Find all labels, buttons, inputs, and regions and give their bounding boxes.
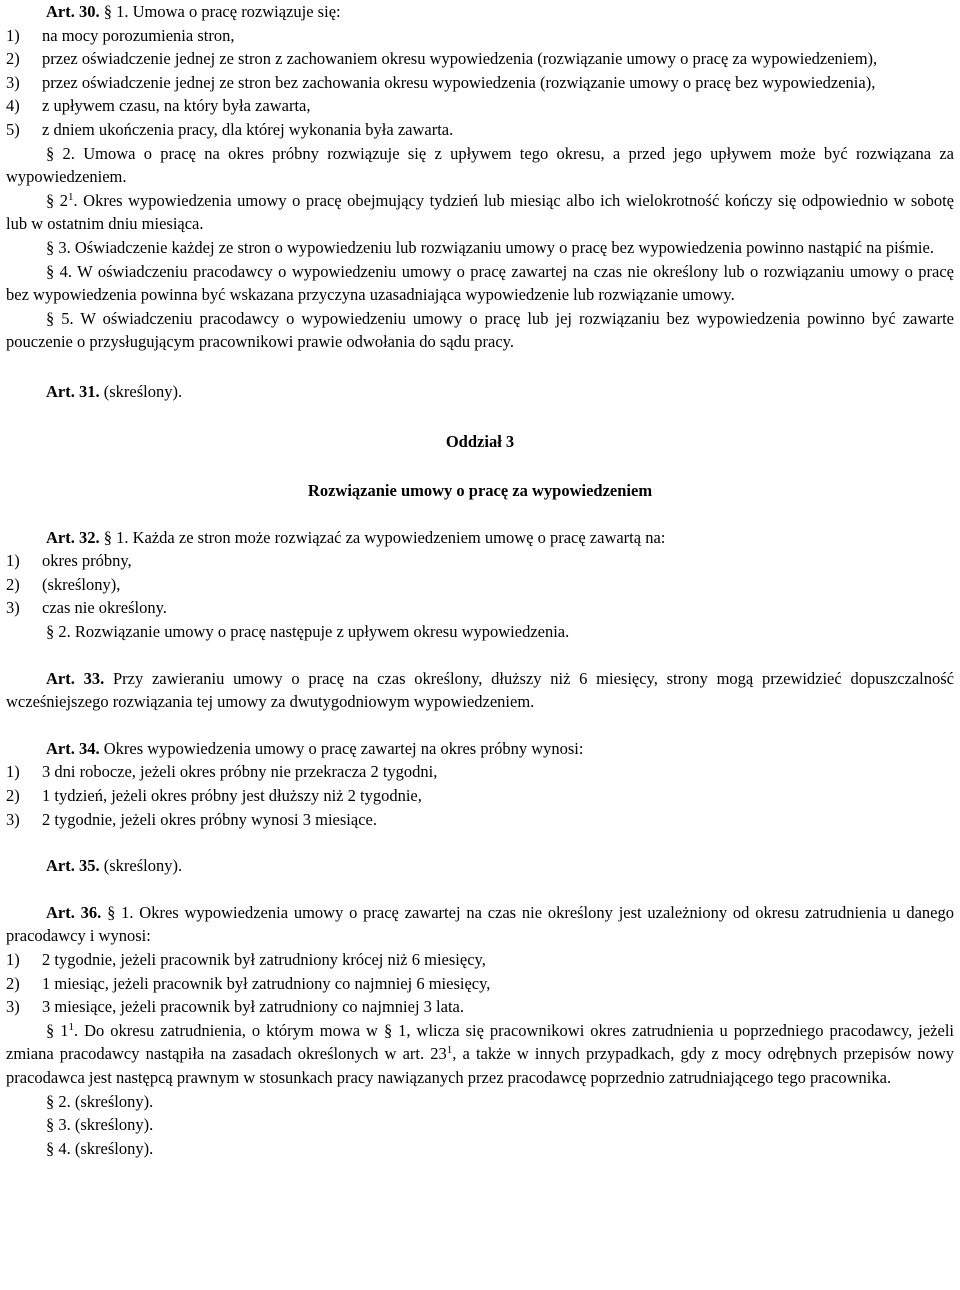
item-text: 1 tydzień, jeżeli okres próbny jest dłuższy niż 2 tygodnie, [42, 786, 422, 806]
list-item [6, 972, 954, 996]
item-number: 2) [6, 574, 20, 594]
list-item [6, 596, 954, 620]
paragraph-number: § 2 [46, 190, 69, 210]
art32-list [6, 549, 954, 620]
paragraph-text: . Okres wypowiedzenia umowy o pracę obejmujący tydzień lub miesiąc albo ich wielokrotność kończy się odpowiednio w sobotę lub w ostatnim dniu miesiąca. [6, 190, 954, 234]
art31-heading: Art. 31. [46, 381, 100, 401]
art32-para1 [6, 526, 954, 550]
item-text: z upływem czasu, na który była zawarta, [42, 96, 311, 116]
art35 [6, 854, 954, 878]
art30-s2: § 2. Umowa o pracę na okres próbny rozwiązuje się z upływem tego okresu, a przed jego upływem może być rozwiązana za wypowiedzeniem. [6, 143, 954, 187]
art33-text: Przy zawieraniu umowy o pracę na czas określony, dłuższy niż 6 miesięcy, strony mogą przewidzieć dopuszczalność wcześniejszego rozwiązania tej umowy za dwutygodniowym wypowiedzeniem. [6, 668, 954, 712]
item-number: 1) [6, 950, 20, 969]
art33 [6, 667, 954, 714]
art31 [6, 380, 954, 404]
art36-s1: § 1. Okres wypowiedzenia umowy o pracę zawartej na czas nie określony jest uzależniony od okresu zatrudnienia u danego pracodawcy i wynosi: [6, 902, 954, 946]
art36-s4: § 4. (skreślony). [46, 1138, 154, 1158]
list-item [6, 573, 954, 597]
item-number: 1) [6, 762, 20, 782]
art36-list [6, 948, 954, 1019]
art31-text: (skreślony). [99, 381, 183, 401]
list-item [6, 24, 954, 48]
art34-para1 [6, 737, 954, 761]
list-item [6, 948, 954, 972]
item-text: 3 dni robocze, jeżeli okres próbny nie przekracza 2 tygodni, [42, 762, 438, 782]
section-title: Oddział 3 [445, 431, 515, 451]
art30-s3: § 3. Oświadczenie każdej ze stron o wypowiedzeniu lub rozwiązaniu umowy o pracę bez wypowiedzenia powinno nastąpić na piśmie. [46, 237, 934, 257]
superscript: 1 [68, 1020, 74, 1033]
art36-s2: § 2. (skreślony). [46, 1091, 154, 1111]
list-item [6, 784, 954, 808]
list-item [6, 71, 954, 95]
item-text: przez oświadczenie jednej ze stron bez zachowania okresu wypowiedzenia (rozwiązanie umowy o pracę bez wypowiedzenia), [42, 72, 876, 92]
item-number: 2) [6, 49, 20, 69]
art30-s5: § 5. W oświadczeniu pracodawcy o wypowiedzeniu umowy o pracę lub jej rozwiązaniu bez wypowiedzenia powinno być zawarte pouczenie o przysługującym pracownikowi prawie odwołania do sądu pracy. [6, 308, 954, 352]
art35-text: (skreślony). [99, 856, 183, 876]
list-item [6, 118, 954, 142]
item-number: 2) [6, 973, 20, 993]
list-item [6, 760, 954, 784]
art34-list [6, 760, 954, 831]
list-item [6, 94, 954, 118]
item-number: 3) [6, 72, 20, 92]
item-number: 1) [6, 25, 20, 45]
art36-heading: Art. 36. [46, 902, 102, 922]
item-number: 3) [6, 598, 20, 618]
art32-heading: Art. 32. [46, 527, 100, 547]
art30-s21 [6, 189, 954, 236]
item-text: czas nie określony. [42, 598, 167, 618]
list-item [6, 47, 954, 71]
item-text: z dniem ukończenia pracy, dla której wykonania była zawarta. [42, 119, 454, 139]
paragraph-text: , a także w innych przypadkach, gdy z mocy odrębnych przepisów nowy pracodawca jest następcą prawnym w stosunkach pracy nawiązanych przez pracodawcę poprzednio zatrudniającego tego pracownika. [6, 1044, 954, 1087]
art30-s1: § 1. Umowa o pracę rozwiązuje się: [103, 2, 341, 21]
art34-heading: Art. 34. [46, 738, 100, 758]
art35-heading: Art. 35. [46, 856, 100, 876]
art30-s4: § 4. W oświadczeniu pracodawcy o wypowiedzeniu umowy o pracę zawartej na czas nie określony lub o rozwiązaniu umowy o pracę bez wypowiedzenia powinna być wskazana przyczyna uzasadniająca wypowiedzenie lub rozwiązanie umowy. [6, 261, 954, 305]
art36-s11 [6, 1019, 954, 1090]
art30-heading: Art. 30. [46, 2, 100, 21]
item-number: 1) [6, 551, 20, 571]
superscript: 1 [446, 1044, 453, 1057]
list-item [6, 995, 954, 1019]
section-subtitle: Rozwiązanie umowy o pracę za wypowiedzeniem [307, 481, 653, 501]
superscript: 1 [68, 190, 74, 203]
list-item [6, 549, 954, 573]
art36-para1 [6, 901, 954, 948]
item-text: 2 tygodnie, jeżeli okres próbny wynosi 3 miesiące. [42, 809, 377, 829]
paragraph-text: . Do okresu zatrudnienia, o którym mowa w § 1, wlicza się pracownikowi okres zatrudnienia u poprzedniego pracodawcy, jeżeli zmiana pracodawcy nastąpiła na zasadach określonych w art. 23 [6, 1020, 954, 1064]
art32-s2: § 2. Rozwiązanie umowy o pracę następuje z upływem okresu wypowiedzenia. [46, 622, 570, 642]
art33-heading: Art. 33. [46, 668, 105, 688]
item-number: 4) [6, 96, 20, 116]
art36-s3: § 3. (skreślony). [46, 1115, 154, 1135]
item-text: na mocy porozumienia stron, [42, 25, 235, 45]
item-number: 3) [6, 809, 20, 829]
paragraph-number: § 1 [46, 1020, 69, 1040]
art32-s1: § 1. Każda ze stron może rozwiązać za wypowiedzeniem umowę o pracę zawartą na: [99, 527, 666, 547]
item-text: 2 tygodnie, jeżeli pracownik był zatrudniony krócej niż 6 miesięcy, [42, 950, 486, 969]
item-text: 3 miesiące, jeżeli pracownik był zatrudniony co najmniej 3 lata. [42, 997, 464, 1017]
item-number: 5) [6, 119, 20, 139]
art30-para1 [6, 0, 954, 24]
item-number: 3) [6, 997, 20, 1017]
art30-list [6, 24, 954, 142]
item-text: przez oświadczenie jednej ze stron z zachowaniem okresu wypowiedzenia (rozwiązanie umowy o pracę za wypowiedzeniem), [42, 49, 878, 69]
item-text: (skreślony), [42, 574, 121, 594]
list-item [6, 808, 954, 832]
item-text: 1 miesiąc, jeżeli pracownik był zatrudniony co najmniej 6 miesięcy, [42, 973, 491, 993]
item-number: 2) [6, 786, 20, 806]
item-text: okres próbny, [42, 551, 132, 571]
art34-text: Okres wypowiedzenia umowy o pracę zawartej na okres próbny wynosi: [99, 738, 584, 758]
